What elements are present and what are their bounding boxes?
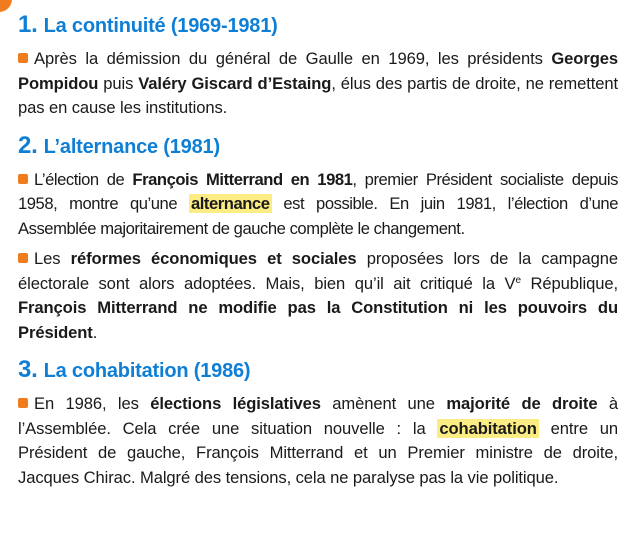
paragraph: [18, 247, 618, 345]
bullet-icon: [18, 398, 28, 408]
section-title-text: La continuité (1969-1981): [43, 15, 278, 37]
section-continuite: [18, 12, 618, 121]
text-run: En 1986, les: [34, 394, 151, 413]
text-run: à l’Assemblée. Cela crée une situation nouvelle : la: [18, 394, 619, 438]
highlighted-term: alternance: [190, 194, 270, 213]
bold-text: Georges Pompidou: [18, 49, 618, 93]
bold-text: François Mitterrand en 1981: [132, 169, 353, 189]
bullet-icon: [18, 174, 28, 184]
text-run: .: [92, 322, 98, 342]
text-run: proposées lors de la campagne électorale sont alors adoptées. Mais, bien qu’il ait critiqué la V: [18, 249, 618, 293]
text-run: amènent une: [320, 394, 447, 413]
bullet-icon: [18, 253, 28, 263]
bold-text: élections législatives: [150, 394, 321, 413]
section-title: [18, 357, 618, 384]
bold-text: majorité de droite: [446, 394, 598, 413]
section-title-text: L’alternance (1981): [43, 135, 220, 158]
section-number: 3.: [18, 356, 38, 383]
section-cohabitation: [18, 357, 618, 490]
text-run: entre un Président de gauche, François Mitterrand et un Premier ministre de droite, Jacques Chirac. Malgré des tensions, cela ne paralyse pas la vie politique.: [18, 418, 618, 487]
superscript: e: [515, 274, 521, 286]
highlighted-term: cohabitation: [439, 418, 537, 438]
section-title: [18, 12, 618, 39]
text-run: , premier Président socialiste depuis 1958, montre qu’une: [18, 169, 618, 213]
text-run: L’élection de: [34, 169, 133, 189]
text-run: Les: [34, 249, 71, 268]
text-run: Après la démission du général de Gaulle en 1969, les présidents: [34, 49, 552, 68]
paragraph: [18, 392, 618, 490]
section-number: 2.: [18, 131, 38, 159]
text-run: est possible. En juin 1981, l’élection d’une Assemblée majoritairement de gauche complète le changement.: [18, 194, 618, 238]
document-body: [18, 12, 618, 496]
bold-text: Valéry Giscard d’Estaing: [138, 73, 332, 93]
paragraph: [18, 168, 618, 242]
paragraph: [18, 47, 618, 121]
section-title: [18, 133, 618, 160]
text-run: , élus des partis de droite, ne remettent pas en cause les institutions.: [18, 73, 618, 117]
section-alternance: [18, 133, 618, 346]
bold-text: réformes économiques et sociales: [70, 249, 357, 268]
text-run: République,: [520, 273, 618, 293]
section-number: 1.: [18, 11, 38, 38]
section-title-text: La cohabitation (1986): [43, 360, 251, 382]
text-run: puis: [98, 73, 139, 93]
bold-text: François Mitterrand ne modifie pas la Constitution ni les pouvoirs du Président: [18, 298, 618, 342]
orange-circle-badge-icon: [0, 0, 12, 12]
bullet-icon: [18, 53, 28, 63]
